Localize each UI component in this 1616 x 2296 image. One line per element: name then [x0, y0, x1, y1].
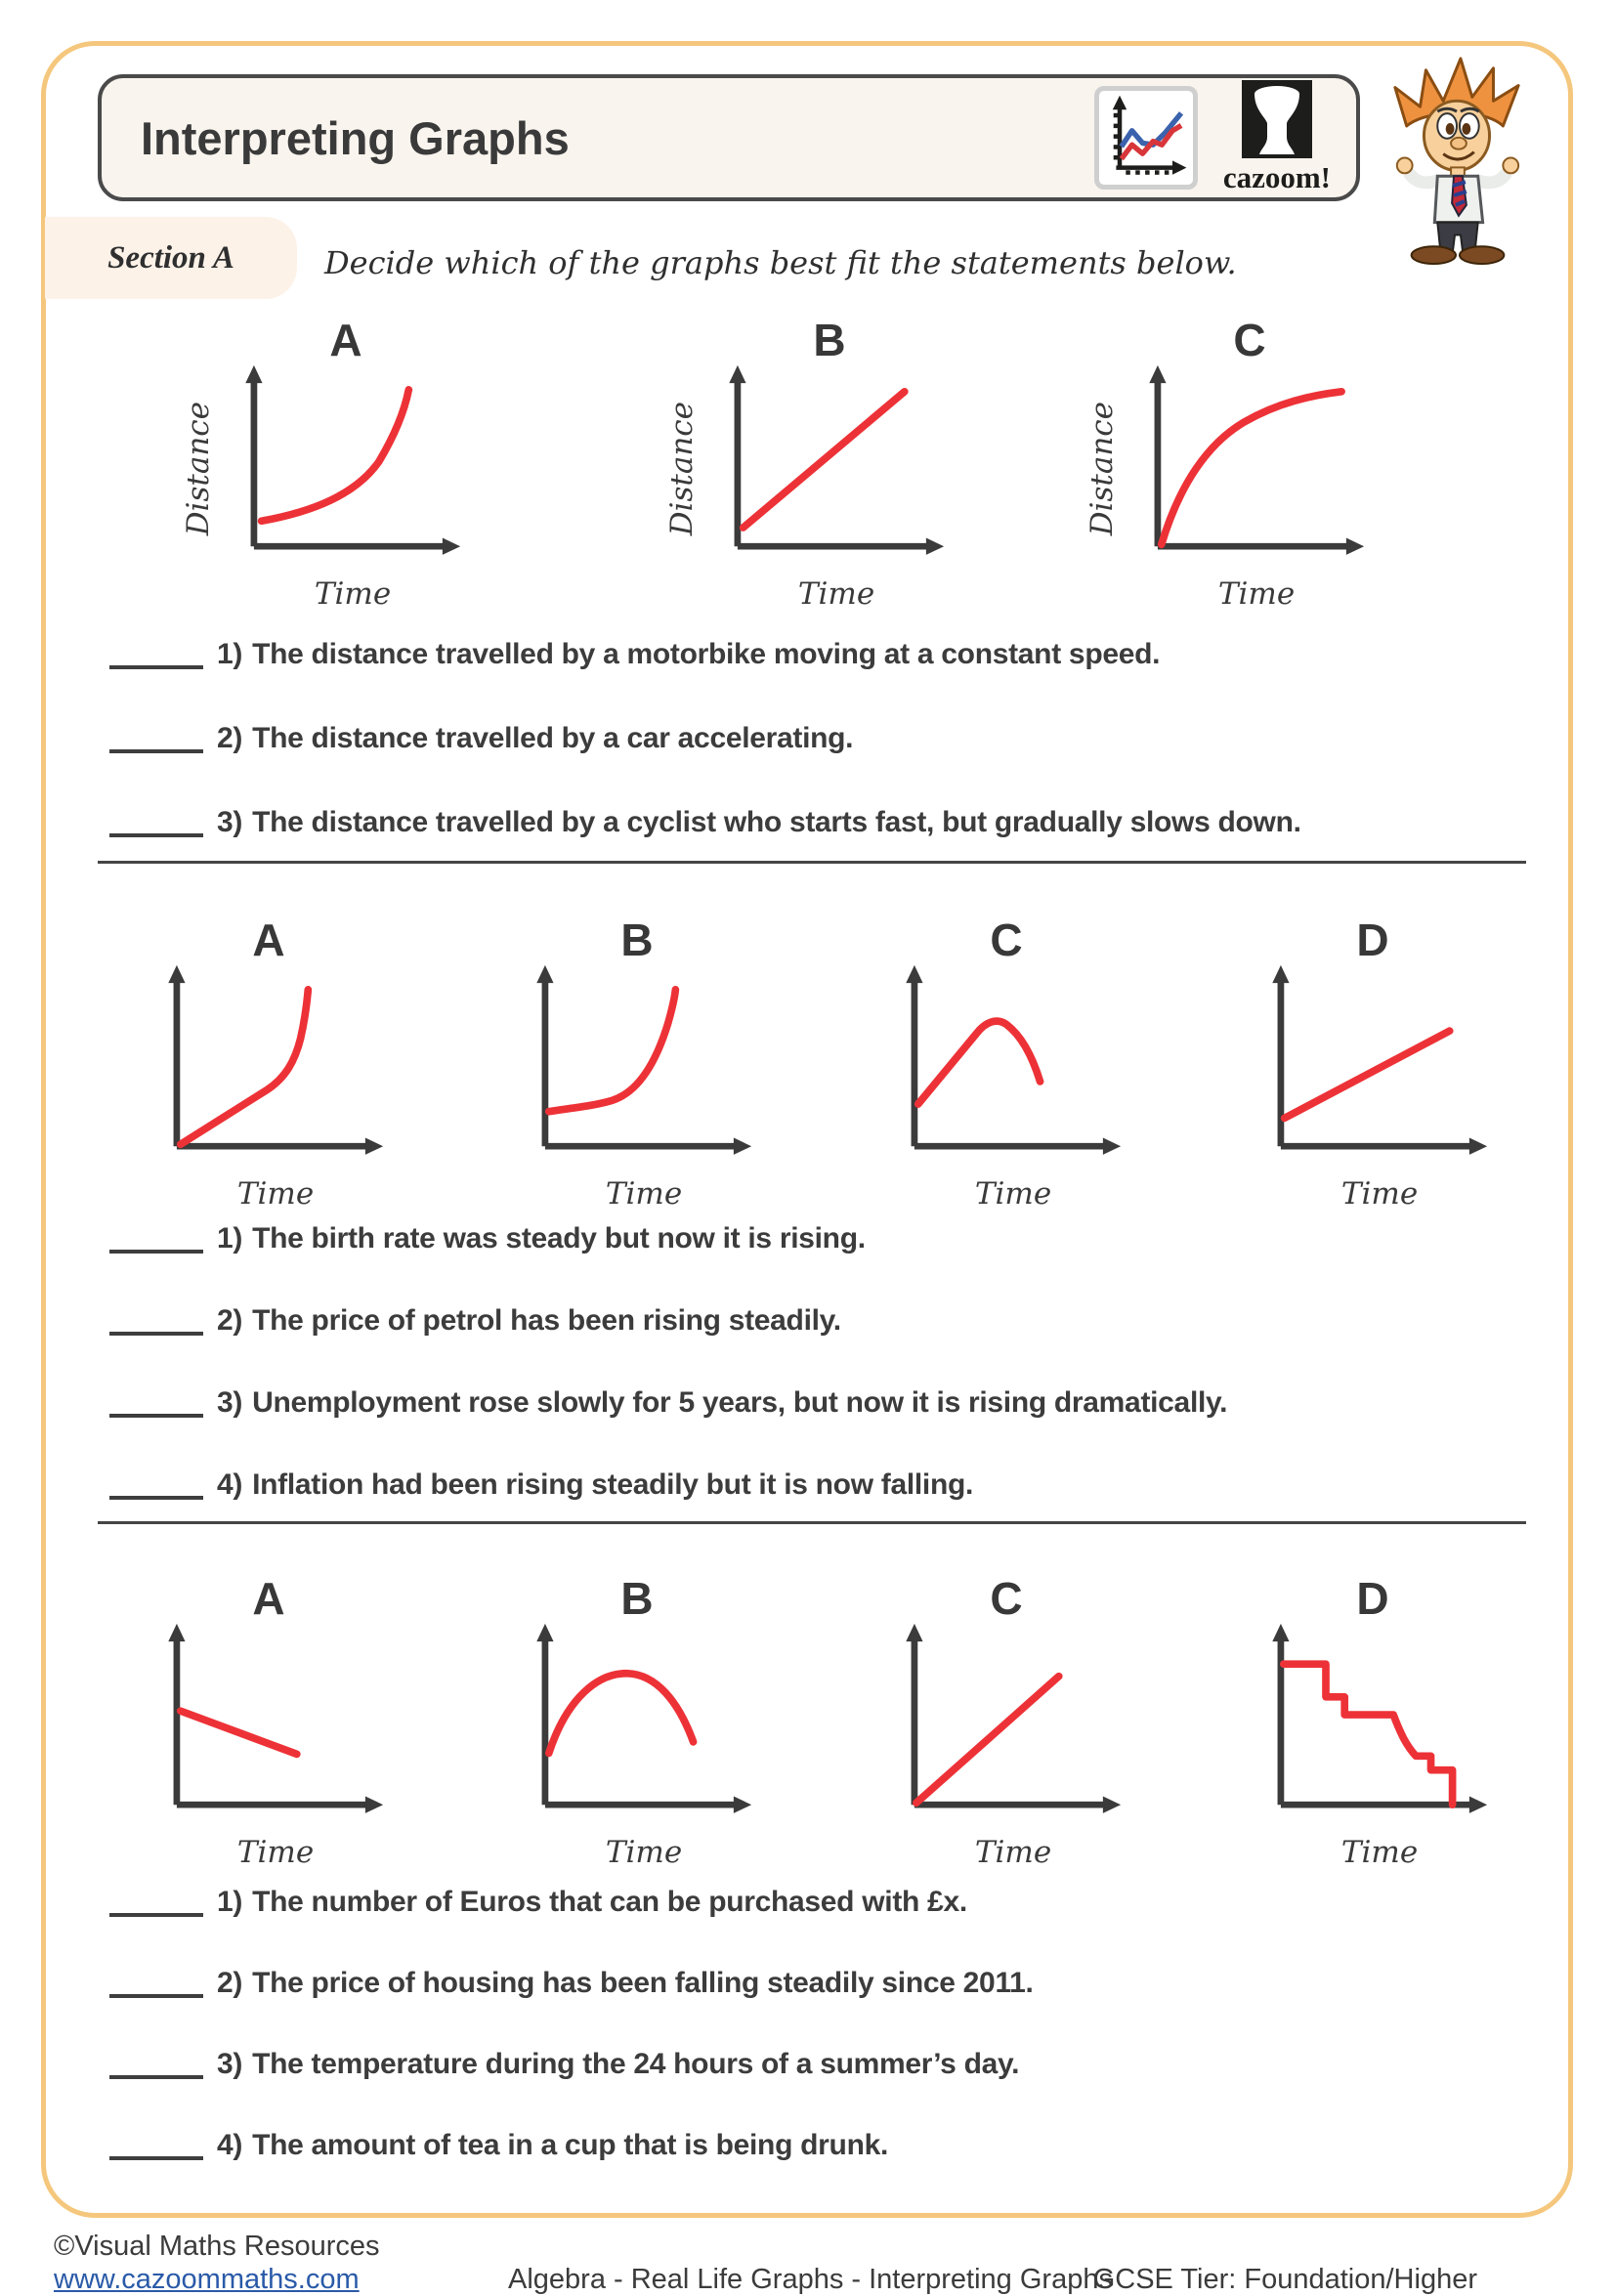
sketch-graph — [515, 963, 759, 1174]
sketch-graph — [515, 1622, 759, 1833]
statements-group-2 — [109, 1214, 1227, 1502]
trend-curve — [916, 1677, 1059, 1804]
graph-letter: B — [620, 1573, 654, 1624]
x-axis-label: Time — [974, 1176, 1052, 1212]
trend-curve — [549, 1674, 694, 1754]
statement-number: 4) — [217, 1468, 243, 1501]
statement-number: 1) — [217, 1222, 243, 1254]
statement-row — [109, 1379, 1227, 1420]
graph-g1-c — [1084, 317, 1372, 612]
sketch-graph — [1127, 363, 1372, 574]
sketch-graph — [1251, 1622, 1495, 1833]
line-chart-icon-graphic — [1102, 94, 1190, 182]
section-divider — [98, 1521, 1526, 1524]
statement-row — [109, 2040, 1034, 2081]
graph-axes — [536, 1624, 751, 1813]
graph-letter: C — [1233, 315, 1266, 365]
statements-group-3 — [109, 1878, 1034, 2162]
graph-g3-b — [515, 1575, 759, 1870]
graph-axes — [536, 965, 751, 1155]
sketch-graph — [1251, 963, 1495, 1174]
statement-row — [109, 1959, 1034, 2000]
statement-text: Inflation had been rising steadily but it is now falling. — [252, 1468, 974, 1501]
x-axis-label: Time — [236, 1835, 315, 1870]
statement-text: The price of housing has been falling steadily since 2011. — [252, 1967, 1034, 1999]
statement-text: The distance travelled by a cyclist who starts fast, but gradually slows down. — [252, 806, 1301, 838]
statement-text: The price of petrol has been rising steadily. — [252, 1304, 841, 1337]
statement-text: The temperature during the 24 hours of a summer’s day. — [252, 2048, 1020, 2080]
section-instruction: Decide which of the graphs best fit the statements below. — [324, 244, 1237, 281]
graph-g3-c — [884, 1575, 1128, 1870]
statement-number: 2) — [217, 722, 243, 754]
x-axis-label: Time — [1217, 576, 1296, 612]
trend-curve — [181, 1711, 297, 1754]
statement-row — [109, 1878, 1034, 1919]
graph-letter: C — [990, 1573, 1023, 1624]
x-axis-label: Time — [605, 1176, 683, 1212]
footer-copyright: ©Visual Maths Resources — [54, 2231, 380, 2262]
x-axis-label: Time — [605, 1835, 683, 1870]
trend-curve — [262, 390, 409, 521]
mascot-graphic — [1380, 51, 1534, 268]
trend-curve — [744, 392, 905, 528]
footer-tier: GCSE Tier: Foundation/Higher — [1092, 2264, 1477, 2295]
y-axis-label: Distance — [664, 402, 700, 536]
graph-axes — [906, 965, 1121, 1155]
statement-number: 3) — [217, 806, 243, 838]
line-chart-icon — [1094, 86, 1198, 190]
answer-blank[interactable] — [109, 636, 203, 669]
trend-curve — [918, 1021, 1041, 1104]
x-axis-label: Time — [974, 1835, 1052, 1870]
trend-curve — [181, 990, 309, 1144]
header-icons — [1094, 80, 1331, 195]
section-label: Section A — [45, 217, 297, 299]
statement-text: The number of Euros that can be purchased with £x. — [252, 1886, 967, 1918]
statement-text: Unemployment rose slowly for 5 years, but now it is rising dramatically. — [252, 1386, 1228, 1419]
worksheet-title: Interpreting Graphs — [141, 111, 570, 164]
graph-letter: A — [329, 315, 362, 365]
x-axis-label: Time — [1340, 1176, 1419, 1212]
graph-axes — [1272, 965, 1487, 1155]
mascot-illustration — [1380, 51, 1534, 273]
graph-axes — [729, 365, 944, 555]
answer-blank[interactable] — [109, 1965, 203, 1998]
section-divider — [98, 861, 1526, 864]
statement-text: The distance travelled by a car accelerating. — [252, 722, 854, 754]
cazoom-logo-text: cazoom! — [1222, 160, 1331, 194]
graph-letter: A — [252, 914, 285, 965]
trend-curve — [549, 990, 676, 1112]
graph-g2-c — [884, 916, 1128, 1212]
x-axis-label: Time — [797, 576, 875, 612]
graph-g1-b — [664, 317, 952, 612]
sketch-graph — [147, 1622, 391, 1833]
sketch-graph — [884, 1622, 1128, 1833]
statement-row — [109, 1214, 1227, 1255]
graph-g2-a — [147, 916, 391, 1212]
statement-row — [109, 798, 1301, 839]
sketch-graph — [147, 963, 391, 1174]
cazoom-drum-icon — [1242, 80, 1312, 158]
graph-g2-d — [1251, 916, 1495, 1212]
graph-letter: D — [1356, 1573, 1389, 1624]
statement-number: 4) — [217, 2129, 243, 2161]
footer-website-link[interactable]: www.cazoommaths.com — [54, 2264, 360, 2295]
answer-blank[interactable] — [109, 2127, 203, 2160]
statement-number: 1) — [217, 638, 243, 670]
graph-letter: B — [813, 315, 846, 365]
sketch-graph — [884, 963, 1128, 1174]
graph-g1-a — [181, 317, 468, 612]
header — [98, 74, 1360, 201]
statement-text: The amount of tea in a cup that is being drunk. — [252, 2129, 889, 2161]
y-axis-label: Distance — [1084, 402, 1120, 536]
answer-blank[interactable] — [109, 1302, 203, 1336]
cazoom-logo — [1223, 80, 1331, 195]
statements-group-1 — [109, 630, 1301, 839]
answer-blank[interactable] — [109, 1884, 203, 1917]
answer-blank[interactable] — [109, 804, 203, 837]
trend-curve — [1162, 392, 1341, 544]
graph-letter: A — [252, 1573, 285, 1624]
answer-blank[interactable] — [109, 1384, 203, 1418]
statement-number: 3) — [217, 1386, 243, 1419]
answer-blank[interactable] — [109, 2046, 203, 2079]
answer-blank[interactable] — [109, 1467, 203, 1500]
answer-blank[interactable] — [109, 1220, 203, 1254]
y-axis-label: Distance — [181, 402, 216, 536]
sketch-graph — [707, 363, 952, 574]
footer-topic: Algebra - Real Life Graphs - Interpreting Graphs — [508, 2264, 1113, 2295]
graph-axes — [168, 965, 383, 1155]
statement-row — [109, 714, 1301, 755]
x-axis-label: Time — [236, 1176, 315, 1212]
graph-g3-a — [147, 1575, 391, 1870]
statement-row — [109, 2121, 1034, 2162]
x-axis-label: Time — [1340, 1835, 1419, 1870]
x-axis-label: Time — [314, 576, 392, 612]
graph-g3-d — [1251, 1575, 1495, 1870]
statement-number: 3) — [217, 2048, 243, 2080]
statement-number: 2) — [217, 1304, 243, 1337]
statement-number: 1) — [217, 1886, 243, 1918]
trend-curve — [1284, 1664, 1453, 1805]
sketch-graph — [224, 363, 468, 574]
graph-letter: D — [1356, 914, 1389, 965]
statement-text: The birth rate was steady but now it is rising. — [252, 1222, 866, 1254]
statement-number: 2) — [217, 1967, 243, 1999]
trend-curve — [1285, 1031, 1450, 1118]
statement-row — [109, 1461, 1227, 1502]
statement-text: The distance travelled by a motorbike moving at a constant speed. — [252, 638, 1161, 670]
graph-letter: B — [620, 914, 654, 965]
answer-blank[interactable] — [109, 720, 203, 753]
graph-axes — [245, 365, 460, 555]
graph-letter: C — [990, 914, 1023, 965]
graph-g2-b — [515, 916, 759, 1212]
statement-row — [109, 1297, 1227, 1338]
statement-row — [109, 630, 1301, 671]
